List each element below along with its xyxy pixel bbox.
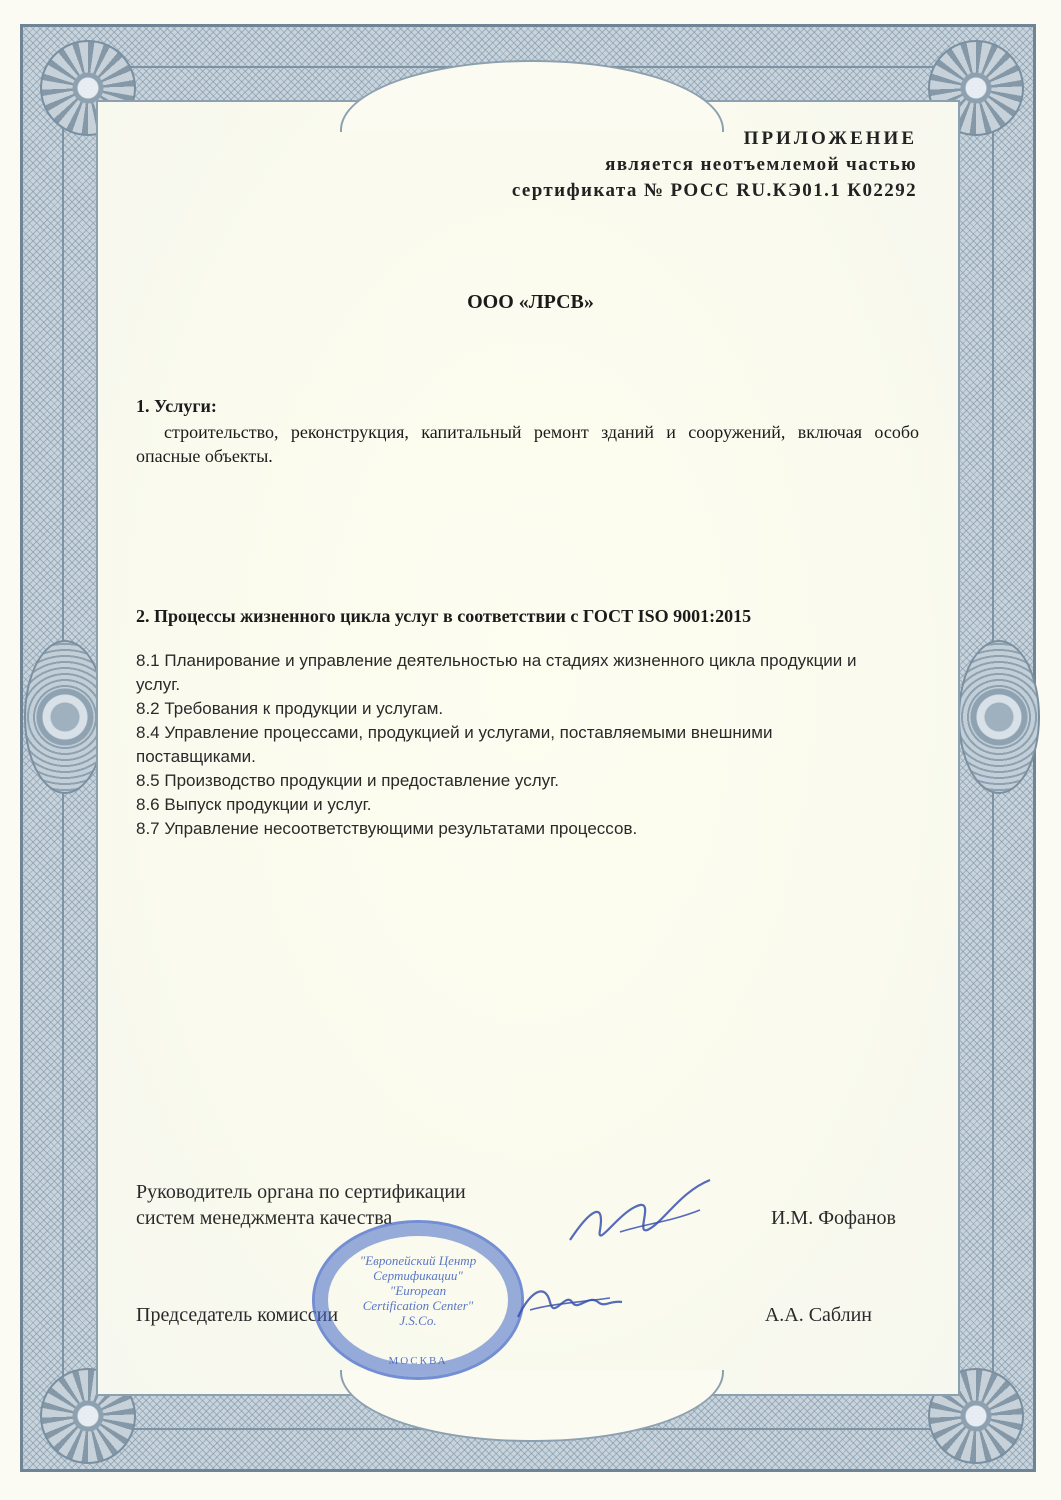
certificate-number: сертификата № РОСС RU.КЭ01.1 К02292 [511,180,917,201]
head-name: И.М. Фофанов [770,1207,896,1229]
official-stamp [312,1220,524,1380]
head-title-line-2: систем менеджмента качества [136,1207,393,1229]
annex-header [512,126,917,204]
list-item: 8.6 Выпуск продукции и услуг. [136,795,372,814]
chair-name: А.А. Саблин [764,1304,872,1326]
annex-subtitle: является неотъемлемой частью [605,154,917,175]
signature-chair [510,1272,650,1332]
list-item: 8.7 Управление несоответствующими результатами процессов. [136,819,638,838]
stamp-line-2: Сертификации" [373,1268,463,1283]
process-list [136,649,896,841]
organization-title: ООО «ЛРСВ» [467,291,594,313]
stamp-line-1: "Европейский Центр [359,1253,477,1268]
stamp-line-4: Certification Center" [362,1298,474,1313]
rosette-right [958,640,1040,794]
stamp-line-5: J.S.Co. [399,1313,437,1328]
section-2-heading: 2. Процессы жизненного цикла услуг в соответствии с ГОСТ ISO 9001:2015 [136,606,752,626]
section-1-body: строительство, реконструкция, капитальный ремонт зданий и сооружений, включая особо опасные объекты. [136,422,919,466]
list-item: 8.5 Производство продукции и предоставление услуг. [136,771,560,790]
signature-row-head [136,1179,896,1231]
rosette-left [24,640,106,794]
signature-head [560,1170,730,1260]
annex-title: ПРИЛОЖЕНИЕ [743,128,917,149]
chair-title: Председатель комиссии [136,1304,339,1326]
list-item: 8.2 Требования к продукции и услугам. [136,699,444,718]
list-item: 8.4 Управление процессами, продукцией и услугами, поставляемыми внешними поставщиками. [136,723,773,766]
stamp-city: МОСКВА [388,1355,448,1367]
list-item: 8.1 Планирование и управление деятельностью на стадиях жизненного цикла продукции и услуг. [136,651,857,694]
head-title-line-1: Руководитель органа по сертификации [136,1181,466,1203]
section-1-heading: 1. Услуги: [136,396,217,416]
stamp-line-3: "European [389,1283,447,1298]
